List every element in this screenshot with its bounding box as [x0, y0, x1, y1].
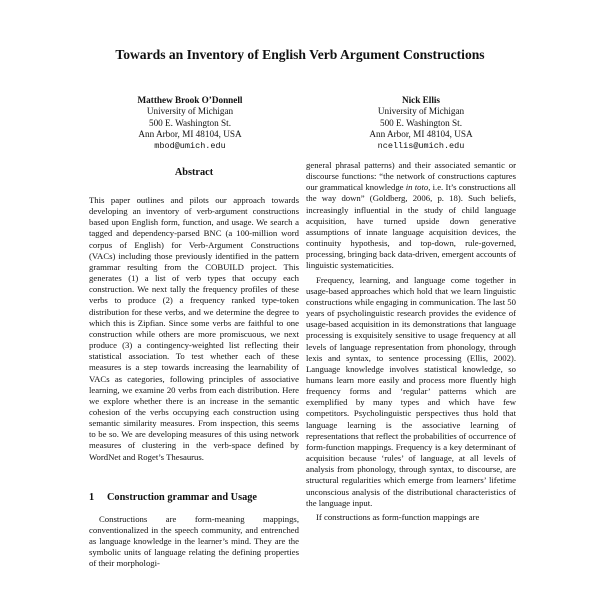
- author-email: ncellis@umich.edu: [377, 140, 465, 151]
- body-paragraph: Constructions are form-meaning mappings, conventionalized in the speech community, and entrenched as language knowledge in the learner’s mind. They are the symbolic units of language relating the defining properties of their morphologi-: [89, 513, 299, 569]
- section-heading: [89, 491, 299, 504]
- section-number: 1: [89, 491, 95, 503]
- author-name: Nick Ellis: [401, 95, 441, 105]
- paper-title: Towards an Inventory of English Verb Argument Constructions: [115, 47, 485, 62]
- abstract-body: [89, 195, 299, 463]
- italic-phrase: in toto: [405, 182, 429, 193]
- author-affiliation: University of Michigan: [146, 106, 234, 117]
- author-email: mbod@umich.edu: [154, 140, 226, 151]
- body-paragraph: If constructions as form-function mappings are: [316, 511, 480, 522]
- section-title: Construction grammar and Usage: [107, 491, 257, 503]
- author-block-1: [75, 95, 305, 152]
- paragraph-text: , i.e. It’s constructions all the way down” (Goldberg, 2006, p. 18). Such beliefs, increasingly influential in the study of child language acquisition, have turned upside down generative assumptions of innate language acquisition devices, the continuity hypothesis, and top-down, rule-governed, processing, bringing back data-driven, emergent accounts of linguistic systematicities.: [306, 182, 516, 271]
- body-paragraph: [306, 160, 516, 272]
- author-name: Matthew Brook O’Donnell: [137, 95, 243, 105]
- body-paragraph: Frequency, learning, and language come together in usage-based approaches which hold that we learn linguistic constructions while engaging in communication. The last 50 years of psycholinguistic research provides the evidence of usage-based acquisition in its demonstrations that language processing is exquisitely sensitive to usage frequency at all levels of language representation from phonology, through lexis and syntax, to sentence processing (Ellis, 2002). Language knowledge involves statistical knowledge, so humans learn more easily and process more fluently high frequency forms and ‘regular’ patterns which are exemplified by many types and which have few competitors. Psycholinguistic perspectives thus hold that language learning is the associative learning of representations that reflect the probabilities of occurrence of form-function mappings. Frequency is a key determinant of acquisition because ‘rules’ of language, at all levels of analysis from phonology, through syntax, to discourse, are structural regularities which emerge from learners’ lifetime unconscious analysis of the distributional characteristics of the language input.: [306, 274, 516, 508]
- author-street: 500 E. Washington St.: [148, 117, 232, 128]
- author-street: 500 E. Washington St.: [379, 117, 463, 128]
- author-city: Ann Arbor, MI 48104, USA: [369, 129, 473, 140]
- author-city: Ann Arbor, MI 48104, USA: [138, 129, 242, 140]
- paragraph-text: general phrasal patterns) and their associated semantic or discourse functions: “the network of constructions captures our grammatical knowledge: [306, 160, 516, 193]
- abstract-text: This paper outlines and pilots our approach towards developing an inventory of verb-argument constructions based upon English form, function, and usage. We search a tagged and dependency-parsed BNC (a 100-million word corpus of English) for Verb-Argument Constructions (VACs) including those previously identified in the pattern grammar resulting from the COBUILD project. This generates (1) a list of verb types that occupy each construction. We next tally the frequency profiles of these verbs to produce (2) a frequency ranked type-token distribution for these verbs, and we determine the degree to which this is Zipfian. Since some verbs are faithful to one construction while others are more promiscuous, we next produce (3) a contingency-weighted list reflecting their statistical association. To test whether each of these measures is a step towards increasing the learnability of VACs as categories, following principles of associative learning, we examine 20 verbs from each distribution. Here we explore whether there is an increase in the semantic cohesion of the verbs occupying each construction using semantic similarity measures. From inspection, this seems to be so. We are developing measures of this using network measures of clustering in the verb-space defined by WordNet and Roget’s Thesaurus.: [89, 195, 299, 462]
- author-block-2: [306, 95, 536, 152]
- author-affiliation: University of Michigan: [377, 106, 465, 117]
- abstract-heading: Abstract: [174, 167, 214, 178]
- left-column: [89, 166, 299, 573]
- right-column: [306, 160, 516, 526]
